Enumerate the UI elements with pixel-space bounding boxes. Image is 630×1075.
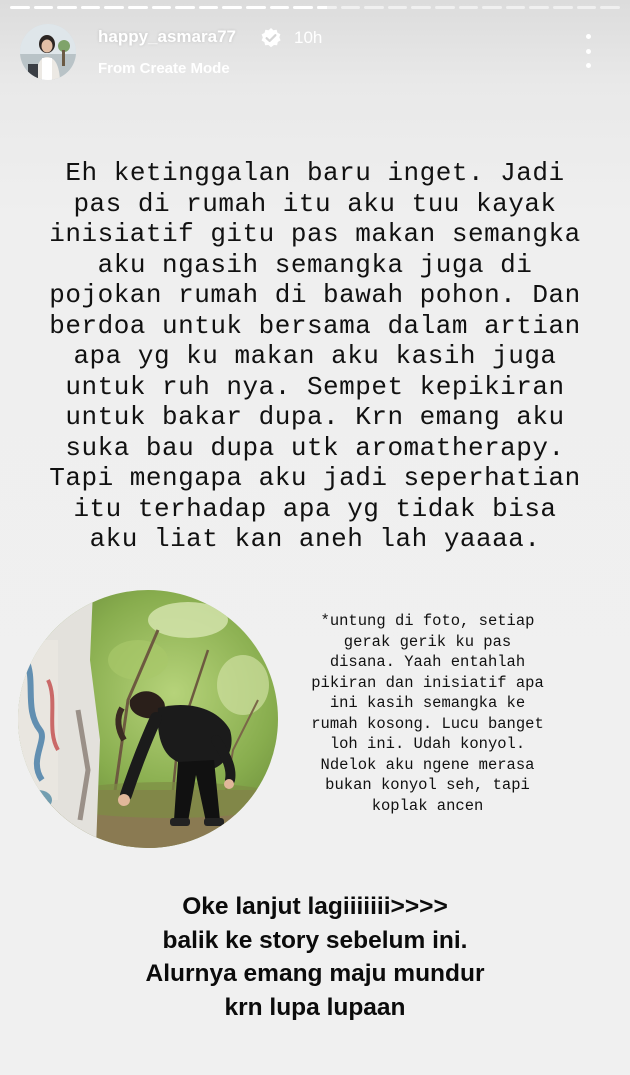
story-photo (18, 590, 278, 848)
more-options-icon[interactable] (576, 34, 600, 68)
dot-icon (586, 49, 591, 54)
progress-segment-fill (104, 6, 124, 9)
progress-segment (482, 6, 502, 9)
progress-segment (577, 6, 597, 9)
post-time: 10h (294, 28, 323, 47)
progress-segment (459, 6, 479, 9)
progress-segment (222, 6, 242, 9)
progress-segment (317, 6, 337, 9)
progress-segment (506, 6, 526, 9)
progress-segment (293, 6, 313, 9)
progress-segment (529, 6, 549, 9)
story-main-text: Eh ketinggalan baru inget. Jadi pas di rumah itu aku tuu kayak inisiatif gitu pas makan semangka aku ngasih semangka juga di pojokan rumah di bawah pohon. Dan berdoa untuk bersama dalam artian apa yg ku makan aku kasih juga untuk ruh nya. Sempet kepikiran untuk bakar dupa. Krn emang aku suka bau dupa utk aromatherapy. Tapi mengapa aku jadi seperhatian itu terhadap apa yg tidak bisa aku liat kan aneh lah yaaaa. (49, 158, 581, 554)
progress-segment (553, 6, 573, 9)
progress-segment (10, 6, 30, 9)
dot-icon (586, 34, 591, 39)
progress-segment (199, 6, 219, 9)
progress-segment-fill (222, 6, 242, 9)
progress-segment (600, 6, 620, 9)
progress-segment (128, 6, 148, 9)
verified-badge-icon (260, 27, 282, 49)
progress-segment (81, 6, 101, 9)
progress-segment (388, 6, 408, 9)
progress-segment-fill (10, 6, 30, 9)
photo-side-note: *untung di foto, setiap gerak gerik ku pas disana. Yaah entahlah pikiran dan inisiatif apa ini kasih semangka ke rumah kosong. Lucu banget loh ini. Udah konyol. Ndelok aku ngene merasa bukan konyol seh, tapi koplak ancen (311, 612, 544, 815)
progress-segment-fill (317, 6, 327, 9)
story-bottom-text: Oke lanjut lagiiiiiii>>>> balik ke story sebelum ini. Alurnya emang maju mundur krn lupa lupaan (145, 893, 485, 1021)
create-mode-label[interactable]: From Create Mode (98, 60, 230, 77)
progress-segment (411, 6, 431, 9)
progress-segment (34, 6, 54, 9)
progress-segment-fill (246, 6, 266, 9)
progress-segment-fill (57, 6, 77, 9)
progress-segment-fill (81, 6, 101, 9)
progress-segment (364, 6, 384, 9)
progress-segment-fill (293, 6, 313, 9)
progress-segment (246, 6, 266, 9)
progress-segment-fill (152, 6, 172, 9)
progress-segment-fill (128, 6, 148, 9)
progress-segment (104, 6, 124, 9)
woman-bending-photo (18, 590, 278, 848)
progress-segment (435, 6, 455, 9)
progress-segment-fill (34, 6, 54, 9)
progress-segment-fill (199, 6, 219, 9)
progress-segment-fill (175, 6, 195, 9)
username[interactable]: happy_asmara77 (98, 27, 236, 46)
dot-icon (586, 63, 591, 68)
progress-segment (270, 6, 290, 9)
avatar[interactable] (20, 24, 76, 80)
progress-segment (341, 6, 361, 9)
story-progress-bar (10, 6, 620, 9)
progress-segment-fill (270, 6, 290, 9)
progress-segment (175, 6, 195, 9)
progress-segment (57, 6, 77, 9)
profile-photo (20, 24, 76, 80)
progress-segment (152, 6, 172, 9)
